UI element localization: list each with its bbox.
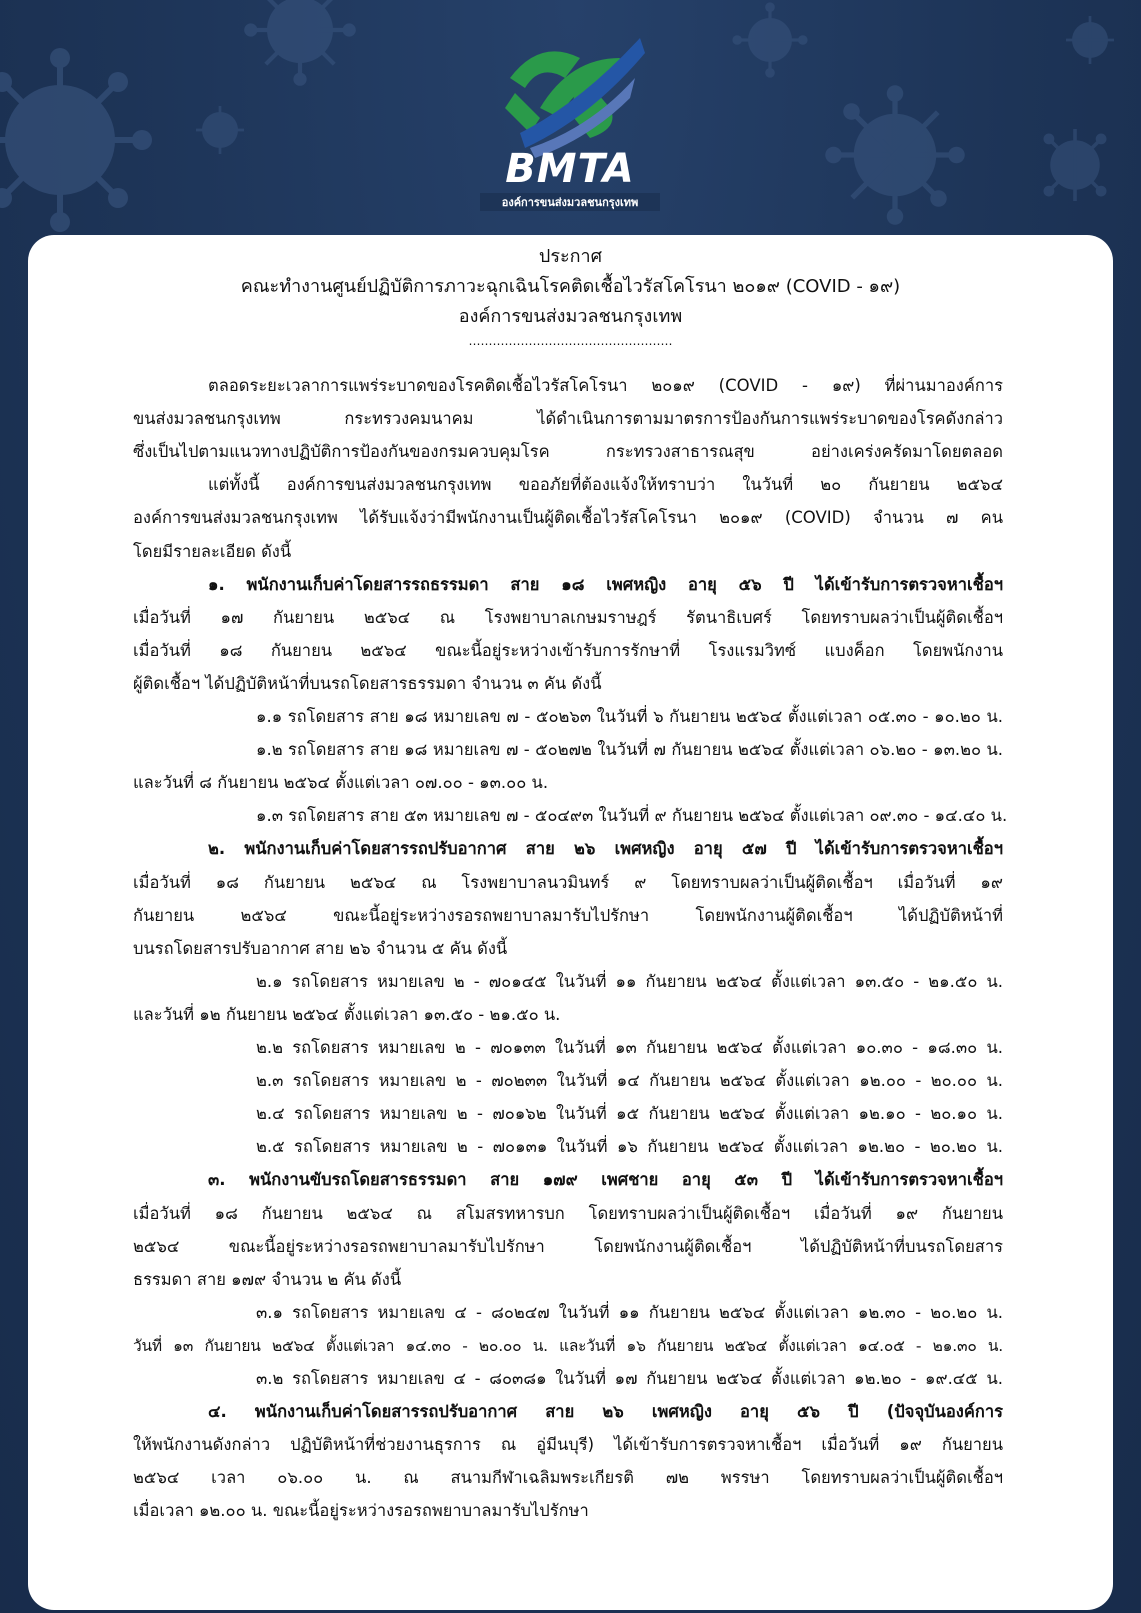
body-line: ๒๕๖๔ เวลา ๐๖.๐๐ น. ณ สนามกีฬาเฉลิมพระเกียรติ ๗๒ พรรษา โดยทราบผลว่าเป็นผู้ติดเชื้อฯ: [133, 1468, 1003, 1488]
body-line: และวันที่ ๑๒ กันยายน ๒๕๖๔ ตั้งแต่เวลา ๑๓.๕๐ - ๒๑.๕๐ น.: [133, 1004, 561, 1024]
body-line: ตลอดระยะเวลาการแพร่ระบาดของโรคติดเชื้อไวรัสโคโรนา ๒๐๑๙ (COVID - ๑๙) ที่ผ่านมาองค์การ: [208, 376, 1003, 395]
body-line: ธรรมดา สาย ๑๗๙ จำนวน ๒ คัน ดังนี้: [133, 1269, 402, 1289]
body-line: องค์การขนส่งมวลชนกรุงเทพ ได้รับแจ้งว่ามีพนักงานเป็นผู้ติดเชื้อไวรัสโคโรนา ๒๐๑๙ (COVID) จำนวน ๗ คน: [133, 508, 1003, 528]
body-line: ๓.๒ รถโดยสาร หมายเลข ๔ - ๘๐๓๘๑ ในวันที่ ๑๗ กันยายน ๒๕๖๔ ตั้งแต่เวลา ๑๒.๒๐ - ๑๙.๔๕ น.: [256, 1369, 1003, 1388]
body-line: ๒.๓ รถโดยสาร หมายเลข ๒ - ๗๐๒๓๓ ในวันที่ ๑๔ กันยายน ๒๕๖๔ ตั้งแต่เวลา ๑๒.๐๐ - ๒๐.๐๐ น.: [256, 1071, 1003, 1091]
virus-icon: [0, 40, 160, 240]
body-line: ๓. พนักงานขับรถโดยสารธรรมดา สาย ๑๗๙ เพศชาย อายุ ๕๓ ปี ได้เข้ารับการตรวจหาเชื้อฯ: [208, 1170, 1003, 1190]
body-line: ๒. พนักงานเก็บค่าโดยสารรถปรับอากาศ สาย ๒๖ เพศหญิง อายุ ๕๗ ปี ได้เข้ารับการตรวจหาเชื้อฯ: [208, 839, 1003, 859]
body-line: ๑.๒ รถโดยสาร สาย ๑๘ หมายเลข ๗ - ๕๐๒๗๒ ในวันที่ ๗ กันยายน ๒๕๖๔ ตั้งแต่เวลา ๐๖.๒๐ - ๑๓.๒๐ น.: [256, 740, 1003, 760]
virus-icon: [1030, 120, 1120, 210]
heading-subtitle: คณะทำงานศูนย์ปฏิบัติการภาวะฉุกเฉินโรคติดเชื้อไวรัสโคโรนา ๒๐๑๙ (COVID - ๑๙): [240, 276, 901, 297]
heading-title: ประกาศ: [538, 246, 603, 267]
body-line: ๑. พนักงานเก็บค่าโดยสารรถธรรมดา สาย ๑๘ เพศหญิง อายุ ๕๖ ปี ได้เข้ารับการตรวจหาเชื้อฯ: [208, 574, 1003, 594]
body-line: โดยมีรายละเอียด ดังนี้: [133, 541, 292, 561]
body-line: ขนส่งมวลชนกรุงเทพ กระทรวงคมนาคม ได้ดำเนินการตามมาตรการป้องกันการแพร่ระบาดของโรคดังกล่าว: [133, 409, 1003, 429]
body-line: บนรถโดยสารปรับอากาศ สาย ๒๖ จำนวน ๕ คัน ดังนี้: [133, 938, 508, 958]
body-line: ๓.๑ รถโดยสาร หมายเลข ๔ - ๘๐๒๔๗ ในวันที่ ๑๑ กันยายน ๒๕๖๔ ตั้งแต่เวลา ๑๒.๓๐ - ๒๐.๒๐ น.: [256, 1302, 1003, 1322]
body-line: วันที่ ๑๓ กันยายน ๒๕๖๔ ตั้งแต่เวลา ๑๔.๓๐ - ๒๐.๐๐ น. และวันที่ ๑๖ กันยายน ๒๕๖๔ ตั้งแต่เวลา ๑๔.๐๕ - ๒๑.๓๐ น.: [133, 1336, 1003, 1355]
body-line: และวันที่ ๘ กันยายน ๒๕๖๔ ตั้งแต่เวลา ๐๗.๐๐ - ๑๓.๐๐ น.: [133, 773, 549, 793]
virus-icon: [240, 0, 360, 90]
body-line: ให้พนักงานดังกล่าว ปฏิบัติหน้าที่ช่วยงานธุรการ ณ อู่มีนบุรี) ได้เข้ารับการตรวจหาเชื้อฯ เมื่อวันที่ ๑๙ กันยายน: [133, 1435, 1003, 1455]
logo-subtitle: องค์การขนส่งมวลชนกรุงเทพ: [480, 193, 660, 211]
virus-icon: [1060, 10, 1120, 70]
announcement-card: [28, 235, 1113, 1610]
body-line: ๔. พนักงานเก็บค่าโดยสารรถปรับอากาศ สาย ๒๖ เพศหญิง อายุ ๕๖ ปี (ปัจจุบันองค์การ: [208, 1402, 1003, 1422]
virus-icon: [190, 100, 250, 160]
body-line: เมื่อวันที่ ๑๘ กันยายน ๒๕๖๔ ขณะนี้อยู่ระหว่างเข้ารับการรักษาที่ โรงแรมวิทซ์ แบงค็อก โดยพนักงาน: [133, 640, 1003, 660]
heading-divider: ……………………………………………: [468, 334, 673, 348]
announcement-content: [28, 235, 1113, 1610]
body-line: ซึ่งเป็นไปตามแนวทางปฏิบัติการป้องกันของกรมควบคุมโรค กระทรวงสาธารณสุข อย่างเคร่งครัดมาโดยตลอด: [133, 442, 1003, 462]
body-line: ๒.๕ รถโดยสาร หมายเลข ๒ - ๗๐๑๓๑ ในวันที่ ๑๖ กันยายน ๒๕๖๔ ตั้งแต่เวลา ๑๒.๒๐ - ๒๐.๒๐ น.: [256, 1137, 1003, 1157]
body-line: ๒.๑ รถโดยสาร หมายเลข ๒ - ๗๐๑๔๕ ในวันที่ ๑๑ กันยายน ๒๕๖๔ ตั้งแต่เวลา ๑๓.๕๐ - ๒๑.๕๐ น.: [256, 971, 1003, 991]
body-line: ๒๕๖๔ ขณะนี้อยู่ระหว่างรอรถพยาบาลมารับไปรักษา โดยพนักงานผู้ติดเชื้อฯ ได้ปฏิบัติหน้าที่บนรถโดยสาร: [133, 1236, 1003, 1256]
body-line: ๒.๔ รถโดยสาร หมายเลข ๒ - ๗๐๑๖๒ ในวันที่ ๑๕ กันยายน ๒๕๖๔ ตั้งแต่เวลา ๑๒.๑๐ - ๒๐.๑๐ น.: [256, 1104, 1003, 1124]
virus-icon: [730, 0, 810, 80]
body-line: ๑.๓ รถโดยสาร สาย ๕๓ หมายเลข ๗ - ๕๐๔๙๓ ในวันที่ ๙ กันยายน ๒๕๖๔ ตั้งแต่เวลา ๐๙.๓๐ - ๑๔.๔๐ น.: [256, 806, 1008, 826]
virus-icon: [820, 80, 970, 230]
heading-organization: องค์การขนส่งมวลชนกรุงเทพ: [458, 306, 683, 327]
body-line: เมื่อวันที่ ๑๘ กันยายน ๒๕๖๔ ณ สโมสรทหารบก โดยทราบผลว่าเป็นผู้ติดเชื้อฯ เมื่อวันที่ ๑๙ กันยายน: [133, 1203, 1003, 1223]
body-line: เมื่อวันที่ ๑๘ กันยายน ๒๕๖๔ ณ โรงพยาบาลนวมินทร์ ๙ โดยทราบผลว่าเป็นผู้ติดเชื้อฯ เมื่อวันที่ ๑๙: [133, 872, 1003, 892]
body-line: ๑.๑ รถโดยสาร สาย ๑๘ หมายเลข ๗ - ๕๐๒๖๓ ในวันที่ ๖ กันยายน ๒๕๖๔ ตั้งแต่เวลา ๐๕.๓๐ - ๑๐.๒๐ น.: [256, 707, 1003, 726]
body-line: แต่ทั้งนี้ องค์การขนส่งมวลชนกรุงเทพ ขออภัยที่ต้องแจ้งให้ทราบว่า ในวันที่ ๒๐ กันยายน ๒๕๖๔: [208, 475, 1003, 495]
body-line: ผู้ติดเชื้อฯ ได้ปฏิบัติหน้าที่บนรถโดยสารธรรมดา จำนวน ๓ คัน ดังนี้: [133, 673, 602, 693]
bmta-logo: [470, 18, 670, 218]
logo-text: BMTA: [505, 146, 635, 192]
body-line: เมื่อเวลา ๑๒.๐๐ น. ขณะนี้อยู่ระหว่างรอรถพยาบาลมารับไปรักษา: [133, 1501, 589, 1521]
body-line: ๒.๒ รถโดยสาร หมายเลข ๒ - ๗๐๑๓๓ ในวันที่ ๑๓ กันยายน ๒๕๖๔ ตั้งแต่เวลา ๑๐.๓๐ - ๑๘.๓๐ น.: [256, 1038, 1003, 1057]
body-line: กันยายน ๒๕๖๔ ขณะนี้อยู่ระหว่างรอรถพยาบาลมารับไปรักษา โดยพนักงานผู้ติดเชื้อฯ ได้ปฏิบัติหน้าที่: [133, 905, 1003, 925]
body-line: เมื่อวันที่ ๑๗ กันยายน ๒๕๖๔ ณ โรงพยาบาลเกษมราษฎร์ รัตนาธิเบศร์ โดยทราบผลว่าเป็นผู้ติดเชื้อฯ: [133, 607, 1003, 627]
